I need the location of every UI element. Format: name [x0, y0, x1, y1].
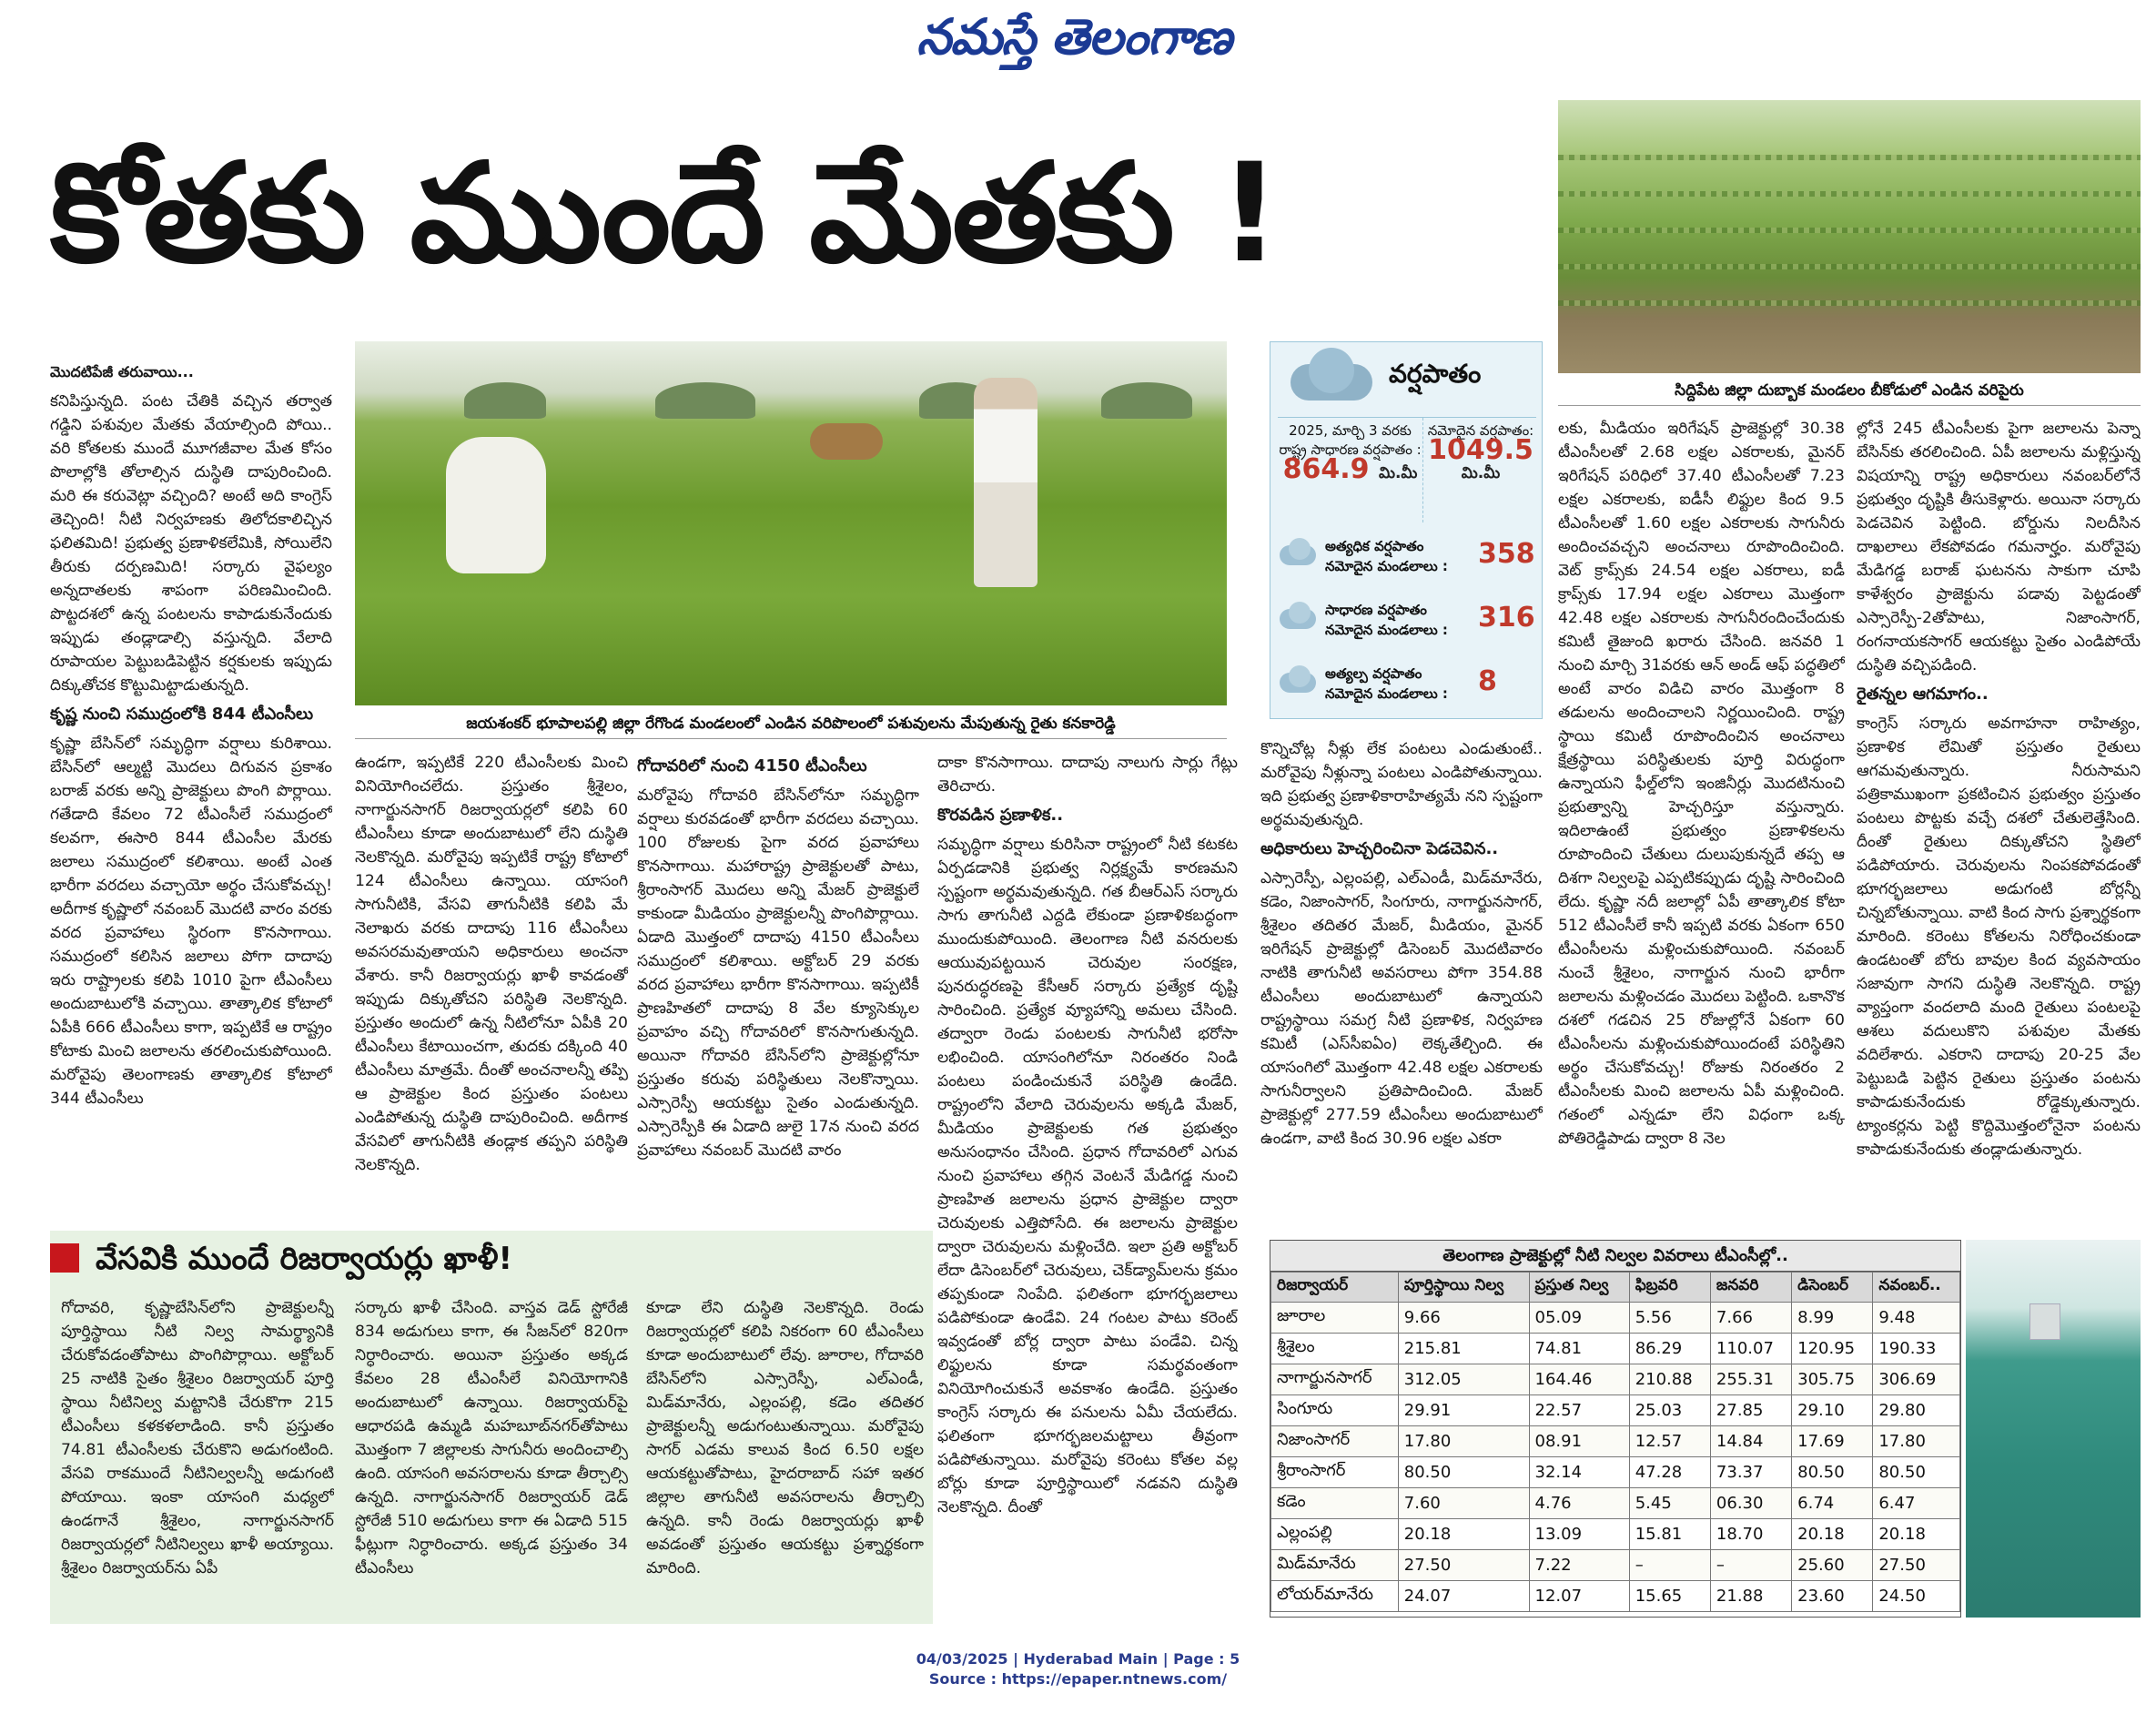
table-row: [1271, 1457, 1960, 1488]
photo-cattle-grazing: [355, 341, 1227, 705]
footer-source: Source : https://epaper.ntnews.com/: [928, 1670, 1228, 1688]
col1-paragraph-1: కనిపిస్తున్నది. పంట చేతికి వచ్చిన తర్వాత గడ్డిని పశువుల మేతకు వేయాల్సింది పోయి.. వరి కోతలకు ముందే మూగజీవాల మేత కోసం పొలాల్లోకి తోలాల్సిన దుస్థితి దాపురించింది. మరి ఈ కరువెట్లా వచ్చింది? అంటే అది కాంగ్రెస్ తెచ్చింది! నీటి నిర్వహణకు తిలోదకాలిచ్చిన ఫలితమిది! ప్రభుత్వ ప్రణాళికలేమికి, సోయిలేని తీరుకు దర్పణమిది! సర్కారు వైఫల్యం అన్నదాతలకు శాపంగా పరిణమించింది. పొట్టదశలో ఉన్న పంటలను కాపాడుకునేందుకు ఇప్పుడు తండ్లాడాల్సి వస్తున్నది. వేలాది రూపాయల పెట్టుబడిపెట్టిన కర్షకులకు ఇప్పుడు దిక్కుతోచక కొట్టుమిట్టాడుతున్నది.: [50, 392, 332, 695]
table-cell: 12.07: [1529, 1581, 1629, 1612]
table-cell: 190.33: [1873, 1334, 1960, 1364]
table-cell: 05.09: [1529, 1303, 1629, 1334]
table-cell: 7.22: [1529, 1550, 1629, 1581]
col2-paragraph-1: ఉండగా, ఇప్పటికే 220 టీఎంసీలకు మించి వినియోగించలేదు. ప్రస్తుతం శ్రీశైలం, నాగార్జునసాగర్ రిజర్వాయర్లలో కలిపి 60 టీఎంసీలు కూడా అందుబాటులో లేని దుస్థితి నెలకొన్నది. మరోవైపు ఇప్పటికే రాష్ట్ర కోటాలో 124 టీఎంసీలు ఉన్నాయి. యాసంగి సాగునీటికి, వేసవి తాగునీటికి కలిపి మే నెలాఖరు వరకు దాదాపు 116 టీఎంసీలు అవసరమవుతాయని అధికారులు అంచనా వేశారు. కానీ రిజర్వాయర్లు ఖాళీ కావడంతో ఇప్పుడు దిక్కుతోచని పరిస్థితి నెలకొన్నది. ప్రస్తుతం అందులో ఉన్న నీటిలోనూ ఏపీకి 20 టీఎంసీలు కేటాయించగా, తుదకు దక్కింది 40 టీఎంసీలు మాత్రమే. దీంతో అంచనాలన్నీ తప్పి ఆ ప్రాజెక్టుల కింద ప్రస్తుతం పంటలు ఎండిపోతున్న దుస్థితి దాపురించింది. అదీగాక వేసవిలో తాగునీటికి తండ్లాక తప్పని పరిస్థితి నెలకొన్నది.: [355, 754, 628, 1174]
table-row: [1271, 1303, 1960, 1334]
table-cell: 23.60: [1792, 1581, 1873, 1612]
table-header-cell: పూర్తిస్థాయి నిల్వ: [1398, 1273, 1529, 1303]
table-row: [1271, 1488, 1960, 1519]
bottom-col-2: సర్కారు ఖాళీ చేసింది. వాస్తవ డెడ్ స్టోరేజీ 834 అడుగులు కాగా, ఈ సీజన్‌లో 820గా నిర్ధారించారు. అయినా ప్రస్తుతం అక్కడ కేవలం 28 టీఎంసీలే వినియోగానికి అందుబాటులో ఉన్నాయి. రిజర్వాయర్‌పై ఆధారపడి ఉమ్మడి మహబూబ్‌నగర్‌తోపాటు మొత్తంగా 7 జిల్లాలకు సాగునీరు అందించాల్సి ఉంది. యాసంగి అవసరాలను కూడా తీర్చాల్సి ఉన్నది. నాగార్జునసాగర్ రిజర్వాయర్ డెడ్ స్టోరేజీ 510 అడుగులు కాగా ఈ ఏడాది 515 ఫీట్లుగా నిర్ధారించారు. అక్కడ ప్రస్తుతం 34 టీఎంసీలు: [355, 1299, 628, 1577]
recorded-rainfall-label: నమోదైన వర్షపాతం:: [1427, 422, 1534, 439]
table-cell: 13.09: [1529, 1519, 1629, 1550]
rain-item-label: అత్యల్ప వర్షపాతం నమోదైన మండలాలు :: [1325, 665, 1448, 702]
table-cell: 255.31: [1710, 1364, 1791, 1395]
table-cell: 14.84: [1710, 1426, 1791, 1457]
table-cell: 17.80: [1398, 1426, 1529, 1457]
table-cell: 110.07: [1710, 1334, 1791, 1364]
col1-subheading: కృష్ణ నుంచి సముద్రంలోకి 844 టీఎంసీలు: [50, 705, 314, 724]
footer-edition: 04/03/2025 | Hyderabad Main | Page : 5: [916, 1650, 1240, 1668]
table-cell: 24.07: [1398, 1581, 1529, 1612]
reservoir-data-table: [1270, 1272, 1960, 1612]
col6-paragraph-1: లకు, మీడియం ఇరిగేషన్ ప్రాజెక్టుల్లో 30.38 టీఎంసీలతో 2.68 లక్షల ఎకరాలకు, మైనర్ ఇరిగేషన్ పరిధిలో 37.40 టీఎంసీలతో 7.23 లక్షల ఎకరాలకు, ఐడీసీ లిఫ్టుల కింద 9.5 టీఎంసీలతో 1.60 లక్షల ఎకరాలకు సాగునీరు అందించవచ్చని అంచనాలు రూపొందించింది. వెట్ క్రాప్స్‌కు 24.54 లక్షల ఎకరాలు, ఐడీ క్రాప్స్‌కు 17.94 లక్షల ఎకరాలు మొత్తంగా 42.48 లక్షల ఎకరాలకు సాగునీరందించేందుకు కమిటీ తైజుంది ఖరారు చేసింది. జనవరి 1 నుంచి మార్చి 31వరకు ఆన్ అండ్ ఆఫ్ పద్ధతిలో అంటే వారం విడిచి వారం మొత్తంగా 8 తడులను అందించాలని నిర్ణయించింది. రాష్ట్ర స్థాయి కమిటీ రూపొందించిన అంచనాలు క్షేత్రస్థాయి పరిస్థితులకు పూర్తి విరుద్ధంగా ఉన్నాయని ఫీల్డ్‌లోని ఇంజినీర్లు మొదటినుంచి ప్రభుత్వాన్ని హెచ్చరిస్తూ వస్తున్నారు. ఇదిలాఉంటే ప్రభుత్వం ప్రణాళికలను రూపొందించి చేతులు దులుపుకున్నదే తప్ప ఆ దిశగా నిల్వలపై ఎప్పటికప్పుడు దృష్టి సారించింది లేదు. కృష్ణా నదీ జలాల్లో ఏపీ తాత్కాలిక కోటా 512 టీఎంసీలే కానీ ఇప్పటి వరకు ఏకంగా 650 టీఎంసీలను మళ్లించుకుపోయింది. నవంబర్ నుంచే శ్రీశైలం, నాగార్జున నుంచి భారీగా జలాలను మళ్లించడం మొదలు పెట్టింది. ఒకానొక దశలో గడచిన 25 రోజుల్లోనే ఏకంగా 60 టీఎంసీలను మళ్లించుకుపోయిందంటే పరిస్థితిని అర్థం చేసుకోవచ్చు! రోజుకు నిరంతరం 2 టీఎంసీలకు మించి జలాలను ఏపీ మళ్లించింది. గతంలో ఎన్నడూ లేని విధంగా ఒక్క పోతిరెడ్డిపాడు ద్వారా 8 నెల: [1558, 420, 1845, 1148]
table-cell: 305.75: [1792, 1364, 1873, 1395]
table-header-cell: ప్రస్తుత నిల్వ: [1529, 1273, 1629, 1303]
col5-paragraph-1: కొన్నిచోట్ల నీళ్లు లేక పంటలు ఎండుతుంటే.. మరోవైపు నీళ్లున్నా పంటలు ఎండిపోతున్నాయి. ఇది ప్రభుత్వ ప్రణాళికారాహిత్యమే నని స్పష్టంగా అర్థమవుతున్నది.: [1260, 740, 1543, 829]
table-cell: 6.74: [1792, 1488, 1873, 1519]
table-cell: 80.50: [1792, 1457, 1873, 1488]
table-row: [1271, 1519, 1960, 1550]
banner-title: వేసవికి ముందే రిజర్వాయర్లు ఖాళీ!: [96, 1241, 512, 1277]
table-cell: 80.50: [1398, 1457, 1529, 1488]
table-cell: 5.45: [1629, 1488, 1710, 1519]
table-cell: 74.81: [1529, 1334, 1629, 1364]
col4-paragraph-2: సమృద్ధిగా వర్షాలు కురిసినా రాష్ట్రంలో నీటి కటకట ఏర్పడడానికి ప్రభుత్వ నిర్లక్ష్యమే కారణమని స్పష్టంగా అర్థమవుతున్నది. గత బీఆర్ఎస్ సర్కారు సాగు తాగునీటి ఎద్దడి లేకుండా ప్రణాళికబద్ధంగా ముందుకుపోయింది. తెలంగాణ నీటి వనరులకు ఆయువుపట్టయిన చెరువుల సంరక్షణ, పునరుద్ధరణపై కేసీఆర్ సర్కారు ప్రత్యేక దృష్టి సారించింది. ప్రత్యేక వ్యూహాన్ని అమలు చేసింది. తద్వారా రెండు పంటలకు సాగునీటి భరోసా లభించింది. యాసంగిలోనూ నిరంతరం నిండి పంటలు పండించుకునే పరిస్థితి ఉండేది. రాష్ట్రంలోని వేలాది చెరువులను అక్కడి మేజర్, మీడియం ప్రాజెక్టులకు గత ప్రభుత్వం అనుసంధానం చేసింది. ప్రధాన గోదావరిలో ఎగువ నుంచి ప్రవాహాలు తగ్గిన వెంటనే మేడిగడ్డ నుంచి ప్రాణహిత జలాలను ప్రధాన ప్రాజెక్టుల ద్వారా చెరువులకు ఎత్తిపోసేది. ఈ జలాలను ప్రాజెక్టుల ద్వారా చెరువులను మళ్లించేది. ఇలా ప్రతి అక్టోబర్ లేదా డిసెంబర్‌లో చెరువులు, చెక్‌డ్యామ్‌లను క్రమం తప్పకుండా నింపేది. ఫలితంగా భూగర్భజలాలు పడిపోకుండా ఉండేవి. 24 గంటల పాటు కరెంట్ ఇవ్వడంతో బోర్ల ద్వారా పాటు పండేవి. చిన్న లిఫ్టులను కూడా సమర్థవంతంగా వినియోగించుకునే అవకాశం ఉండేది. ప్రస్తుతం కాంగ్రెస్ సర్కారు ఈ పనులను ఏమీ చేయలేదు. ఫలితంగా భూగర్భజలమట్టాలు తీవ్రంగా పడిపోతున్నాయి. మరోవైపు కరెంటు కోతల వల్ల బోర్లు కూడా పూర్తిస్థాయిలో నడవని దుస్థితి నెలకొన్నది. దీంతో: [937, 836, 1238, 1516]
table-cell: 9.66: [1398, 1303, 1529, 1334]
table-cell: 15.81: [1629, 1519, 1710, 1550]
col3-paragraph-1: మరోవైపు గోదావరి బేసిన్‌లోనూ సమృద్ధిగా వర్షాలు కురవడంతో భారీగా వరదలు వచ్చాయి. 100 రోజులకు పైగా వరద ప్రవాహాలు కొనసాగాయి. మహారాష్ట్ర ప్రాజెక్టులతో పాటు, శ్రీరాంసాగర్ మొదలు అన్ని మేజర్ ప్రాజెక్టులే కాకుండా మీడియం ప్రాజెక్టులన్నీ పొంగిపొర్లాయి. ఏడాది మొత్తంలో దాదాపు 4150 టీఎంసీలు సముద్రంలో కలిశాయి. అక్టోబర్ 29 వరకు వరద ప్రవాహాలు భారీగా కొనసాగాయి. ఇప్పటికీ ప్రాణహితలో దాదాపు 8 వేల క్యూసెక్కుల ప్రవాహం వచ్చి గోదావరిలో కొనసాగుతున్నది. అయినా గోదావరి బేసిన్‌లోని ప్రాజెక్టుల్లోనూ ప్రస్తుతం కరువు పరిస్థితులు నెలకొన్నాయి. ఎస్సారెస్పీ ఆయకట్టు సైతం ఎండుతున్నది. ఎస్సారెస్పీకి ఈ ఏడాది జులై 17న నుంచి వరద ప్రవాహాలు నవంబర్ మొదటి వారం: [637, 786, 919, 1160]
bottom-col-3: కూడా లేని దుస్థితి నెలకొన్నది. రెండు రిజర్వాయర్లలో కలిపి నికరంగా 60 టీఎంసీలు కూడా అందుబాటులో లేవు. జూరాల, గోదావరి బేసిన్‌లోని ఎస్సారెస్పీ, ఎల్ఎండీ, మిడ్‌మానేరు, ఎల్లంపల్లి, కడెం తదితర ప్రాజెక్టులన్నీ అడుగంటుతున్నాయి. మరోవైపు సాగర్ ఎడమ కాలువ కింద 6.50 లక్షల ఆయకట్టుతోపాటు, హైదరాబాద్ సహా ఇతర జిల్లాల తాగునీటి అవసరాలను తీర్చాల్సి ఉన్నది. కానీ రెండు రిజర్వాయర్లు ఖాళీ అవడంతో ప్రస్తుతం ఆయకట్టు ప్రశ్నార్థకంగా మారింది.: [646, 1299, 924, 1577]
table-cell: 8.99: [1792, 1303, 1873, 1334]
table-cell: –: [1629, 1550, 1710, 1581]
table-cell: –: [1710, 1550, 1791, 1581]
table-cell: సింగూరు: [1271, 1395, 1399, 1426]
rain-drop-icon: [1280, 602, 1318, 642]
photo-right-caption: సిద్దిపేట జిల్లా దుబ్బాక మండలం బీకోడులో ఎండిన వరిపైరు: [1558, 375, 2141, 406]
normal-rainfall-label: 2025, మార్చి 3 వరకు రాష్ట్ర సాధారణ వర్షపాతం :: [1279, 422, 1422, 458]
table-cell: ఎల్లంపల్లి: [1271, 1519, 1399, 1550]
table-cell: 7.66: [1710, 1303, 1791, 1334]
photo-dry-paddy: [1558, 100, 2141, 373]
table-cell: 47.28: [1629, 1457, 1710, 1488]
table-header-cell: జనవరి: [1710, 1273, 1791, 1303]
normal-rainfall-value: 864.9: [1282, 453, 1370, 485]
rain-item-label: అత్యధిక వర్షపాతం నమోదైన మండలాలు :: [1325, 538, 1448, 574]
table-cell: 21.88: [1710, 1581, 1791, 1612]
table-header-cell: ఫిబ్రవరి: [1629, 1273, 1710, 1303]
col5-paragraph-2: ఎస్సారెస్పీ, ఎల్లంపల్లి, ఎల్ఎండీ, మిడ్‌మానేరు, కడెం, నిజాంసాగర్, సింగూరు, నాగార్జునసాగర్, శ్రీశైలం తదితర మేజర్, మీడియం, మైనర్ ఇరిగేషన్ ప్రాజెక్టుల్లో డిసెంబర్ మొదటివారం నాటికి తాగునీటి అవసరాలు పోగా 354.88 టీఎంసీలు అందుబాటులో ఉన్నాయని రాష్ట్రస్థాయి సమగ్ర నీటి ప్రణాళిక, నిర్వహణ కమిటీ (ఎస్‌సీఐఏం) లెక్కతేల్చింది. ఈ యాసంగిలో మొత్తంగా 42.48 లక్షల ఎకరాలకు సాగునీర్వాలని ప్రతిపాదించింది. మేజర్ ప్రాజెక్టుల్లో 277.59 టీఎంసీలు అందుబాటులో ఉండగా, వాటి కింద 30.96 లక్షల ఎకరా: [1260, 869, 1543, 1148]
page-footer: [0, 1649, 2156, 1689]
table-cell: 22.57: [1529, 1395, 1629, 1426]
table-cell: శ్రీరాంసాగర్: [1271, 1457, 1399, 1488]
rain-item-excess: [1280, 529, 1536, 589]
rain-item-value: 358: [1478, 538, 1535, 570]
article-column-1: [50, 357, 332, 1220]
rain-item-value: 316: [1478, 602, 1535, 634]
rainfall-title: వర్షపాతం: [1389, 359, 1482, 389]
table-cell: 20.18: [1792, 1519, 1873, 1550]
rain-item-value: 8: [1478, 665, 1497, 697]
table-header-cell: రిజర్వాయర్: [1271, 1273, 1399, 1303]
rain-drop-icon: [1280, 665, 1318, 705]
article-column-5: [1260, 737, 1543, 1229]
table-cell: 27.85: [1710, 1395, 1791, 1426]
rain-item-label: సాధారణ వర్షపాతం నమోదైన మండలాలు :: [1325, 602, 1448, 638]
table-cell: 7.60: [1398, 1488, 1529, 1519]
banner-square-icon: [50, 1243, 79, 1273]
reservoir-story-box: [50, 1287, 933, 1624]
rain-item-deficit: [1280, 656, 1536, 716]
continued-label: మొదటిపేజీ తరువాయి...: [50, 363, 194, 380]
reservoir-banner: [50, 1231, 933, 1287]
table-header-cell: నవంబర్..: [1873, 1273, 1960, 1303]
recorded-rainfall-value: 1049.5: [1428, 434, 1533, 466]
table-cell: 9.48: [1873, 1303, 1960, 1334]
table-title: తెలంగాణ ప్రాజెక్టుల్లో నీటి నిల్వల వివరాలు టీఎంసీల్లో..: [1270, 1241, 1960, 1272]
table-cell: 17.80: [1873, 1426, 1960, 1457]
table-cell: 86.29: [1629, 1334, 1710, 1364]
table-cell: 210.88: [1629, 1364, 1710, 1395]
table-cell: 20.18: [1398, 1519, 1529, 1550]
photo-reservoir-water: [1966, 1240, 2141, 1618]
normal-rainfall-unit: మి.మీ: [1378, 464, 1418, 482]
table-cell: 120.95: [1792, 1334, 1873, 1364]
table-cell: 80.50: [1873, 1457, 1960, 1488]
article-column-7: [1857, 417, 2141, 1229]
table-cell: నిజాంసాగర్: [1271, 1426, 1399, 1457]
recorded-rainfall-block: [1425, 418, 1536, 522]
table-cell: 27.50: [1873, 1550, 1960, 1581]
table-row: [1271, 1581, 1960, 1612]
table-row: [1271, 1364, 1960, 1395]
rain-item-normal: [1280, 593, 1536, 653]
table-header-row: [1271, 1273, 1960, 1303]
normal-rainfall-block: [1278, 418, 1423, 522]
col5-subheading: అధికారులు హెచ్చరించినా పెడచెవిన..: [1260, 839, 1499, 858]
table-cell: 29.10: [1792, 1395, 1873, 1426]
table-cell: 73.37: [1710, 1457, 1791, 1488]
table-cell: కడెం: [1271, 1488, 1399, 1519]
table-cell: నాగార్జునసాగర్: [1271, 1364, 1399, 1395]
table-cell: 6.47: [1873, 1488, 1960, 1519]
table-cell: 164.46: [1529, 1364, 1629, 1395]
table-cell: 4.76: [1529, 1488, 1629, 1519]
col4-subheading: కొరవడిన ప్రణాళిక..: [937, 806, 1064, 825]
table-row: [1271, 1550, 1960, 1581]
col7-paragraph-2: కాంగ్రెస్ సర్కారు అవగాహనా రాహిత్యం, ప్రణాళిక లేమితో ప్రస్తుతం రైతులు ఆగమవుతున్నారు. నీరుసామని పత్రికాముఖంగా ప్రకటించిన ప్రభుత్వం ప్రస్తుతం పంటలు పొట్టకు వచ్చే దశలో చేతులెత్తేసింది. దీంతో రైతులు దిక్కుతోచని స్థితిలో పడిపోయారు. చెరువులను నింపకపోవడంతో భూగర్భజలాలు అడుగంటి బోర్లన్నీ చిన్నబోతున్నాయి. వాటి కింద సాగు ప్రశ్నార్థకంగా మారింది. కరెంటు కోతలను నిరోధించకుండా ఉండటంతో బోరు బావుల కింద వ్యవసాయం సజావుగా సాగని దుస్థితి నెలకొన్నది. రాష్ట్ర వ్యాప్తంగా వందలాది మంది రైతులు పంటలపై ఆశలు వదులుకొని పశువుల మేతకు వదిలేశారు. ఎకరాని దాదాపు 20-25 వేల పెట్టుబడి పెట్టిన రైతులు ప్రస్తుతం పంటను కాపాడుకునేందుకు రోడ్డెక్కుతున్నారు. ట్యాంకర్లను పెట్టి కొద్దిమొత్తంలోనైనా పంటను కాపాడుకునేందుకు తండ్లాడుతున్నారు.: [1857, 715, 2141, 1159]
bottom-col-1: గోదావరి, కృష్ణాబేసిన్‌లోని ప్రాజెక్టులన్నీ పూర్తిస్థాయి నీటి నిల్వ సామర్థ్యానికి చేరుకోవడంతోపాటు పొంగిపొర్లాయి. అక్టోబర్ 25 నాటికి సైతం శ్రీశైలం రిజర్వాయర్ పూర్తి స్థాయి నీటినిల్వ మట్టానికి చేరుకొగా 215 టీఎంసీలు కళకళలాడింది. కానీ ప్రస్తుతం 74.81 టీఎంసీలకు చేరుకొని అడుగంటింది. వేసవి రాకముందే నీటినిల్వలన్నీ అడుగంటి పోయాయి. ఇంకా యాసంగి మధ్యలో ఉండగానే శ్రీశైలం, నాగార్జునసాగర్ రిజర్వాయర్లలో నీటినిల్వలు ఖాళీ అయ్యాయి. శ్రీశైలం రిజర్వాయర్‌ను ఏపీ: [61, 1299, 334, 1577]
col7-paragraph-1: ల్లోనే 245 టీఎంసీలకు పైగా జలాలను పెన్నా బేసిన్‌కు తరలించింది. ఏపీ జలాలను మళ్లిస్తున్న విషయాన్ని రాష్ట్ర అధికారులు నవంబర్‌లోనే ప్రభుత్వం దృష్టికి తీసుకెళ్లారు. అయినా సర్కారు పెడచెవిన పెట్టింది. బోర్డును నిలదీసిన దాఖలాలు లేకపోవడం గమనార్హం. మరోవైపు మేడిగడ్డ బరాజ్ ఘటనను సాకుగా చూపి కాళేశ్వరం ప్రాజెక్టును పడావు పెట్టడంతో ఎస్సారెస్పీ-2తోపాటు, నిజాంసాగర్, రంగనాయకసాగర్ ఆయకట్టు సైతం ఎండిపోయే దుస్థితి వచ్చిపడింది.: [1857, 420, 2141, 674]
table-cell: 32.14: [1529, 1457, 1629, 1488]
table-cell: 29.80: [1873, 1395, 1960, 1426]
table-cell: శ్రీశైలం: [1271, 1334, 1399, 1364]
table-header-cell: డిసెంబర్: [1792, 1273, 1873, 1303]
table-cell: 24.50: [1873, 1581, 1960, 1612]
table-row: [1271, 1426, 1960, 1457]
recorded-rainfall-unit: మి.మీ: [1461, 464, 1501, 482]
rain-drop-icon: [1280, 538, 1318, 578]
table-cell: 12.57: [1629, 1426, 1710, 1457]
table-cell: 29.91: [1398, 1395, 1529, 1426]
article-column-3: [637, 751, 919, 1220]
col7-subheading: రైతన్నల ఆగమాగం..: [1857, 685, 1989, 704]
reservoir-table: [1270, 1240, 1961, 1618]
article-column-2: [355, 751, 628, 1220]
col3-subheading: గోదావరిలో నుంచి 4150 టీఎంసీలు: [637, 756, 867, 776]
table-cell: 312.05: [1398, 1364, 1529, 1395]
table-cell: జూరాల: [1271, 1303, 1399, 1334]
table-cell: 25.60: [1792, 1550, 1873, 1581]
rain-cloud-icon: [1281, 348, 1382, 413]
table-cell: 5.56: [1629, 1303, 1710, 1334]
table-cell: 215.81: [1398, 1334, 1529, 1364]
masthead-logo: నమస్తే తెలంగాణ: [916, 7, 1231, 66]
col1-paragraph-2: కృష్ణా బేసిన్‌లో సమృద్ధిగా వర్షాలు కురిశాయి. బేసిన్‌లో ఆల్మట్టి మొదలు దిగువన ప్రకాశం బరాజ్ వరకు అన్ని ప్రాజెక్టులు పొంగి పొర్లాయి. గతేడాది కేవలం 72 టీఎంసీలే సముద్రంలో కలవగా, ఈసారి 844 టీఎంసీల మేరకు జలాలు సముద్రంలో కలిశాయి. అంటే ఎంత భారీగా వరదలు వచ్చాయో అర్థం చేసుకోవచ్చు! అదీగాక కృష్ణాలో నవంబర్ మొదటి వారం వరకు వరద ప్రవాహాలు స్థిరంగా కొనసాగాయి. సముద్రంలో కలిసిన జలాలు పోగా దాదాపు ఇరు రాష్ట్రాలకు కలిపి 1010 పైగా టీఎంసీలు అందుబాటులోకి వచ్చాయి. తాత్కాలిక కోటాలో ఏపీకి 666 టీఎంసీలు కాగా, ఇప్పటికే ఆ రాష్ట్రం కోటాకు మించి జలాలను తరలించుకుపోయింది. మరోవైపు తెలంగాణకు తాత్కాలిక కోటాలో 344 టీఎంసీలు: [50, 735, 332, 1108]
table-row: [1271, 1395, 1960, 1426]
article-column-6: [1558, 417, 1845, 1229]
table-cell: 15.65: [1629, 1581, 1710, 1612]
photo-main-caption: జయశంకర్ భూపాలపల్లి జిల్లా రేగొండ మండలంలో ఎండిన వరిపొలంలో పశువులను మేపుతున్న రైతు కనకారెడ్డి: [355, 708, 1227, 739]
table-cell: 08.91: [1529, 1426, 1629, 1457]
table-row: [1271, 1334, 1960, 1364]
table-cell: 17.69: [1792, 1426, 1873, 1457]
headline: కోతకు ముందే మేతకు !: [50, 135, 1280, 293]
table-cell: లోయర్‌మానేరు: [1271, 1581, 1399, 1612]
table-cell: 18.70: [1710, 1519, 1791, 1550]
table-cell: 06.30: [1710, 1488, 1791, 1519]
col4-paragraph-1: దాకా కొనసాగాయి. దాదాపు నాలుగు సార్లు గేట్లు తెరిచారు.: [937, 754, 1238, 796]
rainfall-infobox: [1270, 341, 1543, 719]
article-column-4: [937, 751, 1238, 1625]
table-cell: 306.69: [1873, 1364, 1960, 1395]
table-cell: 27.50: [1398, 1550, 1529, 1581]
table-cell: 20.18: [1873, 1519, 1960, 1550]
table-cell: 25.03: [1629, 1395, 1710, 1426]
table-cell: మిడ్‌మానేరు: [1271, 1550, 1399, 1581]
